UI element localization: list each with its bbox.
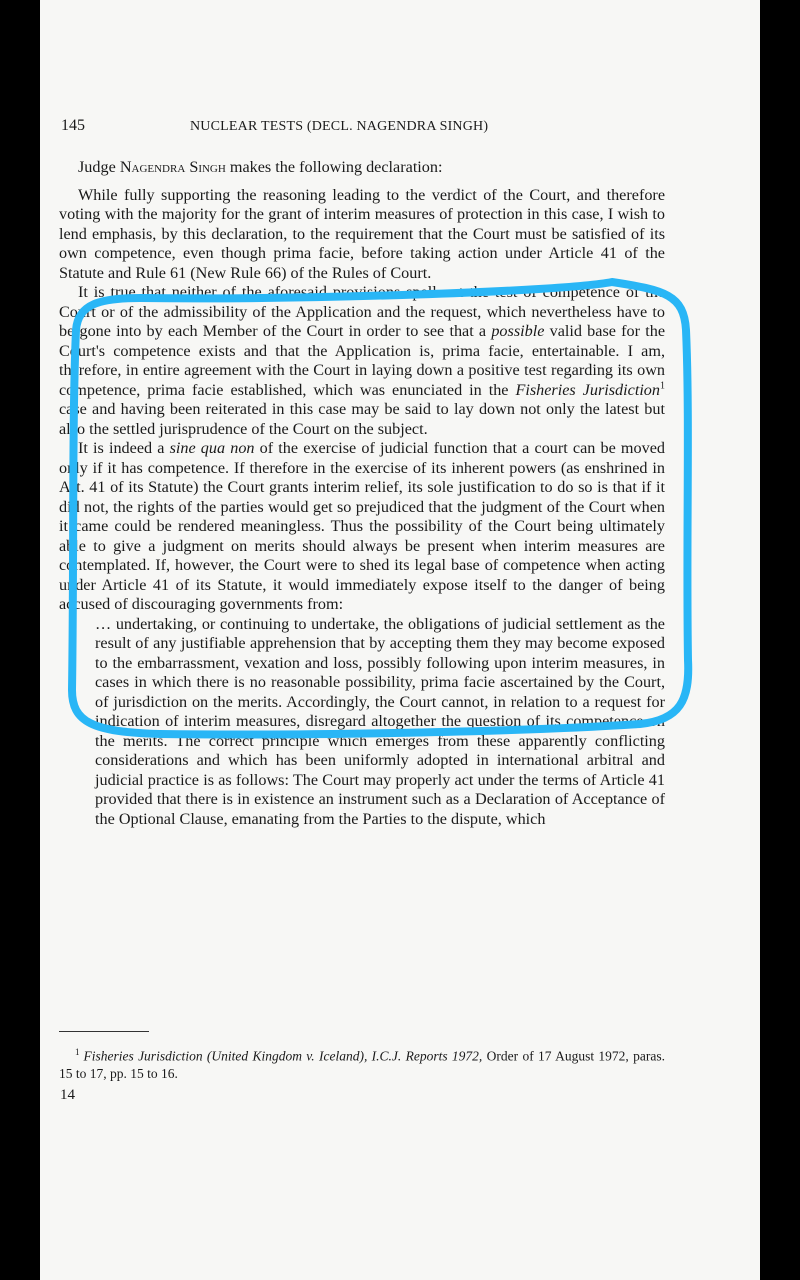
declaration-intro: Judge Nagendra Singh makes the following declaration: xyxy=(78,158,443,176)
footnote-mark: 1 xyxy=(75,1047,80,1057)
footnote: $^1$ Fisheries Jurisdiction (United Kingdom v. Iceland), I.C.J. Reports 1972, Order of 17 August 1972, paras. 15 to 17, pp. 15 to 16. xyxy=(59,1047,665,1081)
page-number: 145 xyxy=(61,117,85,134)
footnote-reference: 1 xyxy=(660,380,665,392)
case-name: Fisheries Jurisdiction xyxy=(515,380,660,399)
footnote-divider xyxy=(59,1031,149,1032)
quoted-paragraph: … undertaking, or continuing to undertake, the obligations of judicial settlement as the result of any justifiable apprehension that by accepting them they may become exposed to the embarrassment, vexation and loss, possibly following upon interim measures, in cases in which there is no reasonable possibility, prima facie ascertained by the Court, of jurisdiction on the merits. Accordingly, the Court cannot, in relation to a request for indication of interim measures, disregard altogether the question of its competence on the merits. The correct principle which emerges from these apparently conflicting considerations and which has been uniformly adopted in international arbitral and judicial practice is as follows: The Court may properly act under the terms of Article 41 provided that there is in existence an instrument such as a Declaration of Acceptance of the Optional Clause, emanating from the Parties to the dispute, which xyxy=(95,614,665,828)
paragraph-2: It is true that neither of the aforesaid provisions spell out the test of competence of the Court or of the admissibility of the Application and the request, which nevertheless have to be gone into by each Member of the Court in order to see that a possible valid base for the Court's competence exists and that the Application is, prima facie, entertainable. I am, therefore, in entire agreement with the Court in laying down a positive test regarding its own competence, prima facie established, which was enunciated in the Fisheries Jurisdiction$^1$ case and having been reiterated in this case may be said to lay down not only the latest but also the settled jurisprudence of the Court on the subject. xyxy=(59,283,666,438)
document-body xyxy=(59,158,665,829)
paragraph-1: While fully supporting the reasoning leading to the verdict of the Court, and therefore voting with the majority for the grant of interim measures of protection in this case, I wish to lend emphasis, by this declaration, to the requirement that the Court must be satisfied of its own competence, even though prima facie, before taking action under Article 41 of the Statute and Rule 61 (New Rule 66) of the Rules of Court. xyxy=(59,185,665,282)
judge-name: Nagendra Singh xyxy=(119,158,226,176)
running-title: NUCLEAR TESTS (DECL. NAGENDRA SINGH) xyxy=(190,119,489,134)
page-footer-number: 14 xyxy=(60,1087,75,1103)
paragraph-3: It is indeed a sine qua non of the exercise of judicial function that a court can be moved only if it has competence. If therefore in the exercise of its inherent powers (as enshrined in Art. 41 of its Statute) the Court grants interim relief, its sole justification to do so is that if it did not, the rights of the parties would get so prejudiced that the judgment of the Court when it came could be rendered meaningless. Thus the possibility of the Court being ultimately able to give a judgment on merits should always be present when interim measures are contemplated. If, however, the Court were to shed its legal base of competence when acting under Article 41 of its Statute, it would immediately expose itself to the danger of being accused of discouraging governments from: xyxy=(59,439,665,613)
